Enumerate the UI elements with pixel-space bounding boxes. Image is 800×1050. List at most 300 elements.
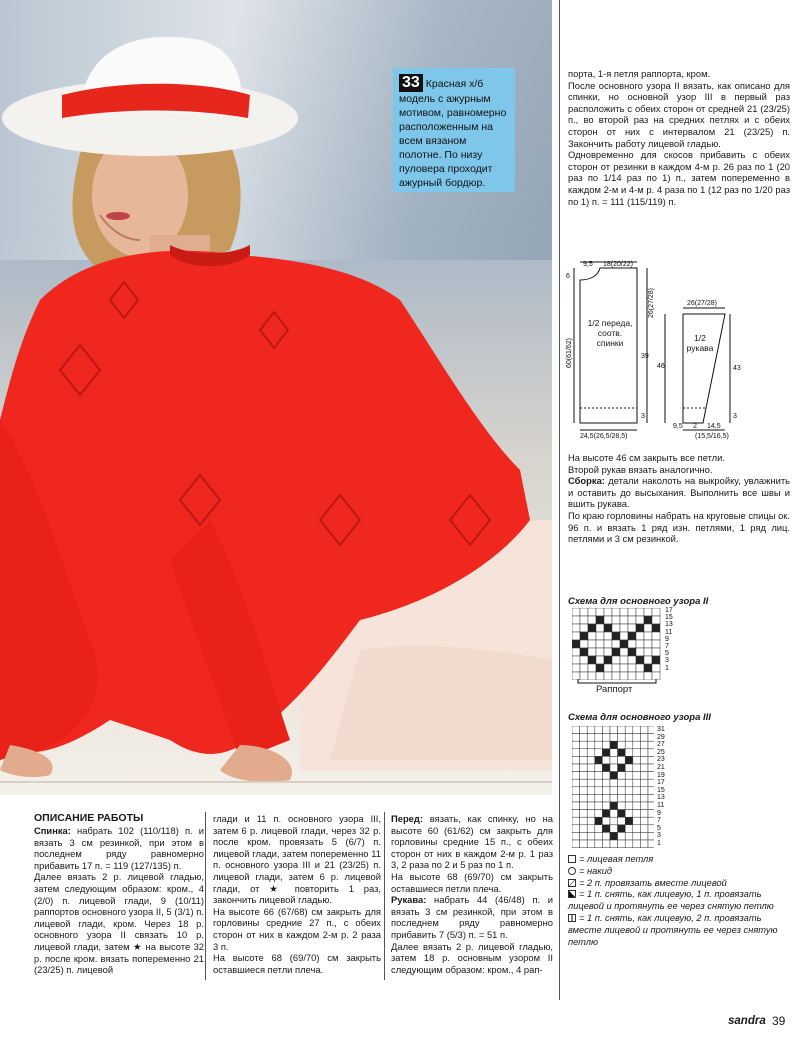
grid-cell [610, 810, 618, 818]
grid-cell [595, 764, 603, 772]
grid-cell [572, 616, 580, 624]
grid-cell [620, 640, 628, 648]
grid-cell [640, 832, 648, 840]
grid-cell [572, 764, 580, 772]
grid-cell [595, 787, 603, 795]
grid-cell [640, 825, 648, 833]
grid-cell [648, 779, 654, 787]
grid-cell [580, 624, 588, 632]
grid-cell [602, 779, 610, 787]
grid-cell [628, 664, 636, 672]
grid-cell [636, 632, 644, 640]
grid-cell [596, 640, 604, 648]
grid-cell [636, 616, 644, 624]
paragraph: Перед: вязать, как спинку, но на высоте 60 (61/62) см закрыть для горловины средние 15 п., с обеих сторон от них в каждом 2-м р. 1 раз 3, 2 раза по 2 и 5 раз по 1 п. [391, 813, 553, 871]
grid-cell [572, 825, 580, 833]
grid-cell [587, 772, 595, 780]
dim-sleeve-height: 43 [733, 365, 741, 372]
grid-cell [596, 664, 604, 672]
grid-cell [595, 756, 603, 764]
grid-cell [580, 802, 588, 810]
grid-cell [644, 624, 652, 632]
grid-cell [628, 632, 636, 640]
magazine-brand: sandra [728, 1015, 766, 1027]
grid-cell [628, 648, 636, 656]
grid-cell [604, 632, 612, 640]
grid-cell [587, 734, 595, 742]
grid-cell [595, 749, 603, 757]
grid-cell [580, 779, 588, 787]
grid-cell [572, 656, 580, 664]
dim-top-neck: 9,5 [583, 261, 593, 268]
grid-cell [636, 608, 644, 616]
dim-bottom: 24,5(26,5/28,5) [580, 433, 628, 440]
grid-cell [648, 794, 654, 802]
grid-cell [633, 726, 641, 734]
grid-cell [572, 648, 580, 656]
rapport-bracket [572, 678, 662, 686]
dim-neck-depth: 6 [566, 273, 570, 280]
schema3-title: Схема для основного узора III [568, 712, 711, 723]
grid-cell [610, 802, 618, 810]
grid-cell [612, 640, 620, 648]
grid-cell [640, 734, 648, 742]
grid-cell [610, 764, 618, 772]
grid-cell [644, 632, 652, 640]
grid-cell [610, 749, 618, 757]
grid-cell [580, 787, 588, 795]
grid-cell [620, 664, 628, 672]
grid-cell [612, 624, 620, 632]
grid-cell [602, 749, 610, 757]
grid-cell [596, 608, 604, 616]
row-number: 5 [665, 650, 669, 658]
grid-cell [602, 794, 610, 802]
grid-cell [640, 817, 648, 825]
grid-cell [618, 749, 626, 757]
grid-cell [572, 840, 580, 848]
grid-cell [580, 825, 588, 833]
grid-cell [572, 734, 580, 742]
grid-cell [572, 772, 580, 780]
grid-cell [628, 608, 636, 616]
paragraph: глади и 11 п. основного узора III, затем 6 р. лицевой глади, через 32 р. после кром. провязать 5 (6/7) п. лицевой глади, затем попеременно 11 п. основного узора III и 21 (23/25) п. лицевой глади, затем 6 р. лицевой глади, от ★ повторить 1 раз, закончить лицевой гладью. [213, 813, 381, 906]
sleeve-piece-label: 1/2 рукава [686, 333, 714, 353]
row-number: 13 [657, 794, 665, 802]
legend-item-yarnover: = накид [568, 866, 792, 878]
body-column-1 [34, 825, 204, 976]
paragraph: По краю горловины набрать на круговые спицы ок. 96 п. и вязать 1 ряд изн. петлями, 1 ряд лиц. петлями и 3 см резинкой. [568, 509, 790, 545]
grid-cell [652, 656, 660, 664]
grid-cell [595, 772, 603, 780]
grid-cell [602, 825, 610, 833]
grid-cell [625, 794, 633, 802]
grid-cell [596, 632, 604, 640]
row-number: 25 [657, 748, 665, 756]
dim-3a: 3 [641, 413, 645, 420]
row-number: 29 [657, 733, 665, 741]
grid-cell [625, 772, 633, 780]
grid-cell [602, 817, 610, 825]
grid-cell [610, 734, 618, 742]
grid-cell [596, 648, 604, 656]
grid-cell [602, 840, 610, 848]
grid-cell [587, 817, 595, 825]
grid-cell [648, 749, 654, 757]
row-number: 15 [665, 614, 673, 622]
dim-sleeve-2: 2 [693, 423, 697, 430]
legend-item-skp: = 1 п. снять, как лицевую, 1 п. провязать лицевой и протянуть ее через снятую петлю [568, 889, 774, 912]
grid-cell [595, 802, 603, 810]
section-heading: ОПИСАНИЕ РАБОТЫ [34, 812, 144, 824]
schema2-row-numbers [665, 607, 673, 672]
grid-cell [648, 832, 654, 840]
grid-cell [610, 779, 618, 787]
grid-cell [628, 640, 636, 648]
grid-cell [604, 608, 612, 616]
grid-cell [572, 749, 580, 757]
grid-cell [588, 664, 596, 672]
grid-cell [625, 726, 633, 734]
grid-cell [588, 640, 596, 648]
grid-cell [636, 624, 644, 632]
grid-cell [625, 825, 633, 833]
grid-cell [648, 810, 654, 818]
grid-cell [633, 817, 641, 825]
grid-cell [644, 608, 652, 616]
grid-cell [633, 779, 641, 787]
grid-cell [618, 817, 626, 825]
dim-sleeve-14-5: 14,5 [707, 423, 721, 430]
column-divider [559, 0, 560, 1000]
grid-cell [610, 817, 618, 825]
grid-cell [636, 640, 644, 648]
grid-cell [610, 726, 618, 734]
row-number: 31 [657, 726, 665, 733]
grid-cell [625, 779, 633, 787]
paragraph: На высоте 68 (69/70) см закрыть оставшиеся петли плеча. [391, 870, 553, 894]
grid-cell [633, 741, 641, 749]
grid-cell [644, 664, 652, 672]
grid-cell [587, 840, 595, 848]
dim-sleeve-bottom: (15,5/16,5) [695, 433, 729, 440]
grid-cell [610, 772, 618, 780]
grid-cell [625, 840, 633, 848]
row-number: 17 [665, 607, 673, 614]
grid-cell [633, 802, 641, 810]
grid-cell [618, 734, 626, 742]
model-number-badge: 33 [399, 74, 423, 92]
grid-cell [620, 656, 628, 664]
grid-cell [618, 756, 626, 764]
page-number: 39 [772, 1014, 786, 1028]
legend-item-k2tog: = 2 п. провязать вместе лицевой [568, 878, 792, 890]
row-number: 7 [665, 643, 669, 651]
grid-cell [633, 825, 641, 833]
grid-cell [625, 817, 633, 825]
grid-cell [572, 817, 580, 825]
dim-3b: 3 [733, 413, 737, 420]
grid-cell [587, 810, 595, 818]
grid-cell [612, 616, 620, 624]
row-number: 9 [657, 809, 661, 817]
grid-cell [648, 756, 654, 764]
grid-cell [640, 741, 648, 749]
grid-cell [636, 664, 644, 672]
grid-cell [572, 787, 580, 795]
grid-cell [618, 764, 626, 772]
paragraph: порта, 1-я петля раппорта, кром. [568, 68, 711, 79]
grid-cell [572, 832, 580, 840]
paragraph: Далее вязать 2 р. лицевой гладью, затем 18 р. основным узором II следующим образом: кром., 4 рап- [391, 940, 553, 975]
paragraph: Второй рукав вязать аналогично. [568, 463, 713, 475]
grid-cell [595, 741, 603, 749]
grid-cell [572, 794, 580, 802]
grid-cell [602, 772, 610, 780]
grid-cell [610, 794, 618, 802]
legend-item-knit: = лицевая петля [568, 854, 792, 866]
yarnover-symbol-icon [568, 867, 576, 875]
grid-cell [652, 624, 660, 632]
grid-cell [602, 810, 610, 818]
grid-cell [628, 616, 636, 624]
grid-cell [602, 734, 610, 742]
grid-cell [604, 640, 612, 648]
grid-cell [572, 640, 580, 648]
grid-cell [596, 616, 604, 624]
row-number: 23 [657, 756, 665, 764]
dim-top-width: 18(20/22) [603, 261, 633, 268]
grid-cell [640, 840, 648, 848]
grid-cell [587, 756, 595, 764]
grid-cell [618, 741, 626, 749]
grid-cell [618, 840, 626, 848]
grid-cell [640, 787, 648, 795]
row-number: 27 [657, 741, 665, 749]
grid-cell [572, 664, 580, 672]
grid-cell [587, 802, 595, 810]
grid-cell [625, 787, 633, 795]
grid-cell [587, 779, 595, 787]
grid-cell [610, 840, 618, 848]
right-column-mid [568, 452, 790, 545]
row-number: 3 [665, 657, 669, 665]
grid-cell [595, 832, 603, 840]
grid-cell [648, 802, 654, 810]
grid-cell [648, 787, 654, 795]
schema3-row-numbers [657, 726, 665, 848]
row-number: 21 [657, 763, 665, 771]
grid-cell [587, 749, 595, 757]
dim-body-height: 60(61/62) [566, 338, 573, 368]
grid-cell [572, 802, 580, 810]
grid-cell [652, 640, 660, 648]
grid-cell [604, 616, 612, 624]
column-divider [384, 812, 385, 980]
grid-cell [652, 608, 660, 616]
grid-cell [652, 616, 660, 624]
grid-cell [640, 802, 648, 810]
grid-cell [610, 756, 618, 764]
grid-cell [587, 825, 595, 833]
grid-cell [587, 787, 595, 795]
grid-cell [596, 656, 604, 664]
grid-cell [572, 756, 580, 764]
grid-cell [596, 624, 604, 632]
grid-cell [620, 616, 628, 624]
paragraph: Рукава: набрать 44 (46/48) п. и вязать 3 см резинкой, при этом в последнем ряду равномерно прибавить 7 (5/3) п. = 51 п. [391, 894, 553, 940]
grid-cell [633, 772, 641, 780]
grid-cell [587, 832, 595, 840]
callout-text: Красная х/б модель с ажурным мотивом, равномерно расположенным на всем вязаном полотне. По низу пуловера проходит ажурный бордюр. [399, 78, 507, 189]
grid-cell [588, 632, 596, 640]
grid-cell [648, 726, 654, 734]
grid-cell [648, 840, 654, 848]
row-number: 7 [657, 817, 661, 825]
legend [568, 854, 792, 948]
grid-cell [588, 624, 596, 632]
grid-cell [602, 802, 610, 810]
grid-cell [587, 794, 595, 802]
grid-cell [625, 810, 633, 818]
grid-cell [618, 825, 626, 833]
grid-cell [580, 734, 588, 742]
grid-cell [604, 624, 612, 632]
grid-cell [644, 640, 652, 648]
grid-cell [625, 734, 633, 742]
grid-cell [633, 794, 641, 802]
grid-cell [572, 608, 580, 616]
dim-shoulder: 26(27/28) [648, 288, 655, 318]
grid-cell [595, 817, 603, 825]
grid-cell [652, 664, 660, 672]
grid-cell [580, 664, 588, 672]
grid-cell [580, 749, 588, 757]
grid-cell [644, 616, 652, 624]
paragraph: Одновременно для скосов прибавить с обеих сторон от резинки в каждом 4-м р. 26 раз по 1 (20 раз по 1/14 раз по 1) п., затем попеременно в каждом 2-м и 4-м р. 4 раза по 1 (12 раз по 1/20 раз по 1) п. = 111 (115/119) п. [568, 149, 790, 207]
grid-cell [580, 817, 588, 825]
grid-cell [580, 756, 588, 764]
model-callout [393, 68, 515, 192]
grid-cell [595, 840, 603, 848]
row-number: 13 [665, 621, 673, 629]
grid-cell [618, 787, 626, 795]
grid-cell [652, 632, 660, 640]
grid-cell [595, 810, 603, 818]
grid-cell [640, 749, 648, 757]
grid-cell [572, 624, 580, 632]
grid-cell [612, 632, 620, 640]
grid-cell [610, 832, 618, 840]
grid-cell [580, 632, 588, 640]
grid-cell [648, 825, 654, 833]
grid-cell [625, 802, 633, 810]
grid-cell [587, 726, 595, 734]
grid-cell [602, 787, 610, 795]
grid-cell [604, 648, 612, 656]
grid-cell [620, 608, 628, 616]
paragraph: После основного узора II вязать, как описано для спинки, но основной узор III в первый раз расположить с обеих сторон от средней 21 (23/25) п., во второй раз на средних петлях и с обеих сторон от них с интервалом 21 (23/25) п. Закончить работу лицевой гладью. [568, 79, 790, 149]
grid-cell [604, 656, 612, 664]
grid-cell [612, 648, 620, 656]
grid-cell [588, 616, 596, 624]
grid-cell [625, 756, 633, 764]
grid-cell [572, 632, 580, 640]
grid-cell [595, 734, 603, 742]
grid-cell [618, 832, 626, 840]
grid-cell [595, 794, 603, 802]
grid-cell [625, 749, 633, 757]
grid-cell [644, 656, 652, 664]
grid-cell [633, 787, 641, 795]
grid-cell [640, 794, 648, 802]
grid-cell [610, 787, 618, 795]
grid-cell [580, 772, 588, 780]
grid-cell [625, 764, 633, 772]
grid-cell [628, 656, 636, 664]
grid-cell [625, 832, 633, 840]
grid-cell [580, 810, 588, 818]
row-number: 17 [657, 779, 665, 787]
grid-cell [612, 664, 620, 672]
grid-cell [633, 764, 641, 772]
grid-cell [602, 764, 610, 772]
skp-symbol-icon [568, 890, 576, 898]
grid-cell [620, 632, 628, 640]
schema3-chart [572, 726, 654, 848]
grid-cell [580, 656, 588, 664]
grid-cell [604, 664, 612, 672]
grid-cell [572, 741, 580, 749]
grid-cell [580, 640, 588, 648]
row-number: 1 [657, 839, 661, 847]
dim-sleeve-9-5: 9,5 [673, 423, 683, 430]
grid-cell [612, 608, 620, 616]
column-divider [205, 812, 206, 980]
grid-cell [628, 624, 636, 632]
row-number: 11 [657, 801, 665, 809]
grid-cell [640, 779, 648, 787]
grid-cell [633, 840, 641, 848]
row-number: 9 [665, 635, 669, 643]
grid-cell [633, 749, 641, 757]
right-column-top [568, 68, 790, 207]
grid-cell [588, 648, 596, 656]
grid-cell [648, 741, 654, 749]
grid-cell [633, 832, 641, 840]
body-column-2 [213, 813, 381, 975]
grid-cell [580, 608, 588, 616]
grid-cell [644, 648, 652, 656]
k2tog-symbol-icon [568, 879, 576, 887]
grid-cell [572, 779, 580, 787]
paragraph: На высоте 66 (67/68) см закрыть для горловины средние 27 п., с обеих сторон от них в каждом 2-м р. 2 раза 3 п. [213, 905, 381, 952]
grid-cell [620, 648, 628, 656]
pattern-diagram [565, 258, 795, 443]
row-number: 15 [657, 786, 665, 794]
grid-cell [587, 741, 595, 749]
grid-cell [640, 726, 648, 734]
dim-sleeve-top: 26(27/28) [687, 300, 717, 307]
row-number: 5 [657, 824, 661, 832]
grid-cell [640, 756, 648, 764]
grid-cell [633, 756, 641, 764]
grid-cell [640, 810, 648, 818]
grid-cell [572, 726, 580, 734]
grid-cell [633, 810, 641, 818]
grid-cell [640, 772, 648, 780]
grid-cell [618, 779, 626, 787]
